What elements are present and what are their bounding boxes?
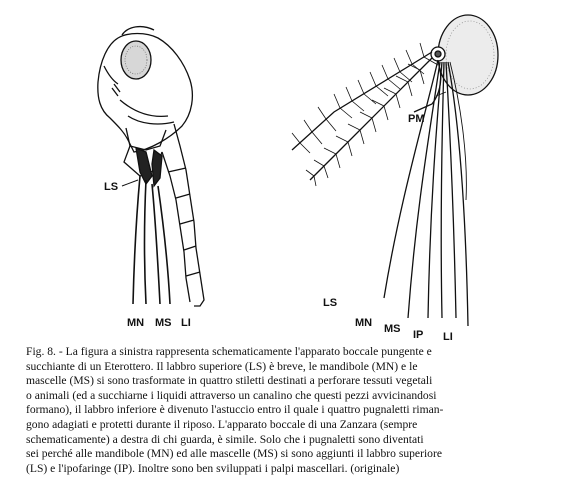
label-ms-left: MS — [155, 317, 172, 329]
caption-line: o animali (ed a succhiarne i liquidi attraverso un canalino che questi pezzi avvicinandosi — [26, 388, 437, 402]
label-ms-right: MS — [384, 323, 401, 335]
left-labels — [104, 181, 191, 329]
mosquito-head-drawing — [292, 15, 498, 326]
figure-caption — [26, 345, 550, 476]
caption-line: (LS) e l'ipofaringe (IP). Inoltre sono ben sviluppati i palpi mascellari. (originale) — [26, 461, 400, 475]
label-li-left: LI — [181, 317, 191, 329]
caption-line: gono adagiati e protetti durante il riposo. L'apparato boccale di una Zanzara (sempre — [26, 417, 418, 431]
label-ip: IP — [413, 329, 424, 341]
label-pm: PM — [408, 113, 425, 125]
caption-line: succhiante di un Eterottero. Il labbro superiore (LS) è breve, le mandibole (MN) e le — [26, 359, 418, 373]
label-mn-right: MN — [355, 317, 373, 329]
caption-line: schematicamente) a destra di chi guarda, è simile. Solo che i pugnaletti sono diventati — [26, 432, 424, 446]
maxillary-palp — [414, 70, 441, 112]
caption-line: mascelle (MS) si sono trasformate in quattro stiletti destinati a perforare tessuti vegetali — [26, 374, 433, 388]
label-ls-left: LS — [104, 181, 119, 193]
antenna-upper — [292, 52, 432, 150]
label-mn-left: MN — [127, 317, 145, 329]
label-ls-right: LS — [323, 297, 338, 309]
label-li-right: LI — [443, 331, 453, 343]
caption-line: sei perché alle mandibole (MN) ed alle mascelle (MS) si sono aggiunti il labbro superiore — [26, 447, 442, 461]
heteroptera-head-drawing — [98, 27, 204, 306]
compound-eye — [121, 41, 151, 79]
caption-line: Fig. 8. - La figura a sinistra rappresenta schematicamente l'apparato boccale pungente e — [26, 345, 432, 358]
caption-line: formano), il labbro inferiore è divenuto l'astuccio entro il quale i quattro pugnaletti riman- — [26, 403, 444, 417]
